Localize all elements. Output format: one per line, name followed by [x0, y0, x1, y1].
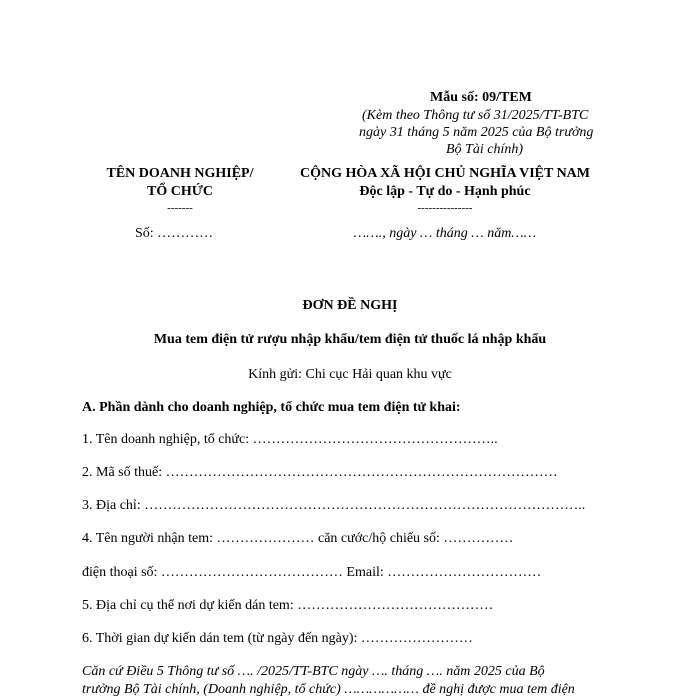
form-attach-line2: ngày 31 tháng 5 năm 2025 của Bộ trưởng	[359, 125, 594, 140]
form-code: Mẫu số: 09/TEM	[430, 90, 532, 105]
nation-motto: Độc lập - Tự do - Hạnh phúc	[359, 184, 531, 199]
document-number: Số: …………	[135, 226, 214, 241]
recipient: Kính gửi: Chi cục Hải quan khu vực	[248, 367, 452, 382]
field-tax-code: 2. Mã số thuế: …………………………………………………………………………	[82, 465, 558, 480]
org-name-line2: TỔ CHỨC	[147, 184, 213, 199]
form-attach-line1: (Kèm theo Thông tư số 31/2025/TT-BTC	[362, 108, 589, 123]
field-receiver-name: 4. Tên người nhận tem: ………………… căn cước/hộ chiếu số: ……………	[82, 531, 514, 546]
org-name-line1: TÊN DOANH NGHIỆP/	[106, 166, 254, 181]
nation-title: CỘNG HÒA XÃ HỘI CHỦ NGHĨA VIỆT NAM	[299, 166, 590, 181]
field-stamp-time: 6. Thời gian dự kiến dán tem (từ ngày đến ngày): ……………………	[82, 631, 473, 646]
place-date: ……., ngày … tháng … năm……	[353, 226, 537, 241]
document-title: ĐƠN ĐỀ NGHỊ	[302, 298, 398, 313]
field-org-name: 1. Tên doanh nghiệp, tổ chức: ……………………………………………..	[82, 432, 498, 447]
field-phone-email: điện thoại số: ………………………………… Email: ……………………………	[82, 565, 542, 580]
basis-line2: trưởng Bộ Tài chính, (Doanh nghiệp, tổ chức) ……………… đề nghị được mua tem điện	[82, 682, 575, 697]
field-address: 3. Địa chỉ: …………………………………………………………………………………..	[82, 498, 586, 513]
nation-divider: ---------------	[417, 202, 473, 214]
basis-line1: Căn cứ Điều 5 Thông tư số …. /2025/TT-BTC ngày …. tháng …. năm 2025 của Bộ	[82, 664, 545, 679]
document-subtitle: Mua tem điện tử rượu nhập khẩu/tem điện tử thuốc lá nhập khẩu	[153, 332, 547, 347]
form-attach-line3: Bộ Tài chính)	[446, 142, 523, 157]
org-divider: -------	[167, 202, 193, 214]
section-a-heading: A. Phần dành cho doanh nghiệp, tổ chức mua tem điện tử khai:	[82, 400, 461, 415]
field-stamp-address: 5. Địa chỉ cụ thể nơi dự kiến dán tem: ……………………………………	[82, 598, 494, 613]
